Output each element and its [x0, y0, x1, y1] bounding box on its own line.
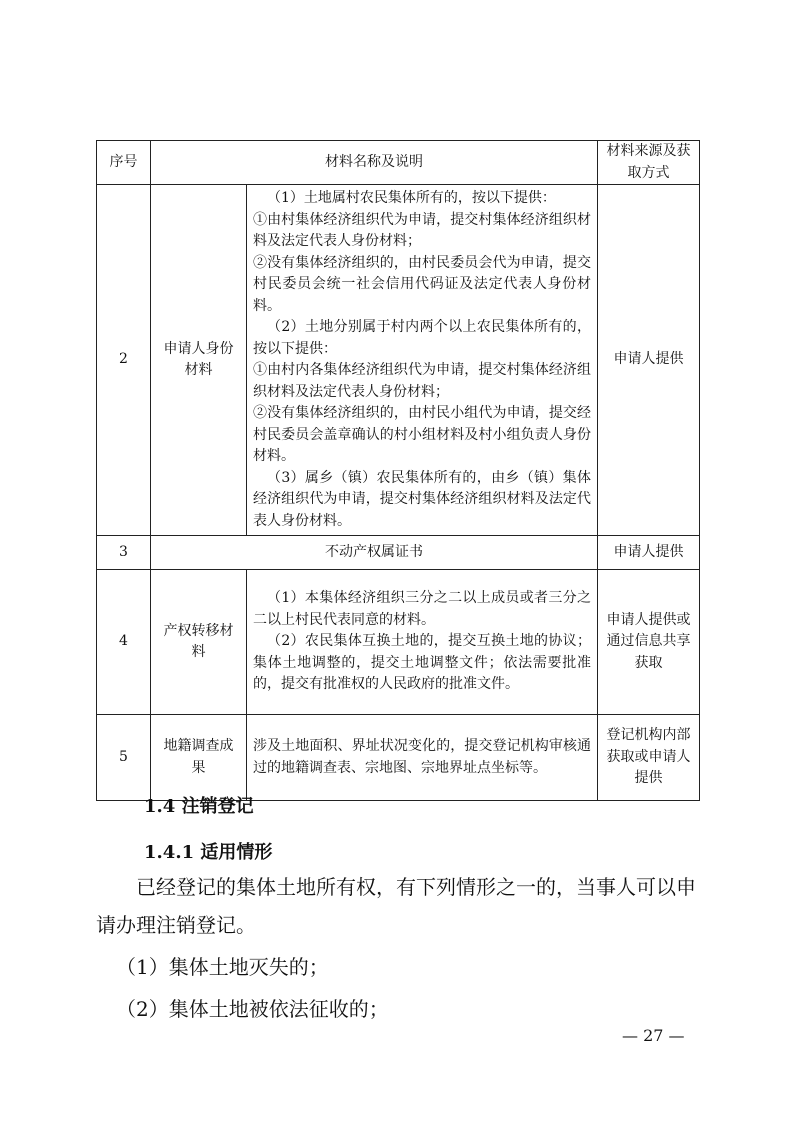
row-source: 申请人提供或通过信息共享获取	[598, 570, 700, 715]
row-description	[247, 715, 598, 801]
list-item: （2）集体土地被依法征收的；	[116, 997, 389, 1021]
row-source: 登记机构内部获取或申请人提供	[598, 715, 700, 801]
table-header-row	[97, 141, 700, 185]
desc-line: ②没有集体经济组织的，由村民小组代为申请，提交经村民委员会盖章确认的村小组材料及村小组负责人身份材料。	[253, 405, 591, 464]
row-seq: 5	[97, 715, 151, 801]
desc-line: ①由村内各集体经济组织代为申请，提交村集体经济组织材料及法定代表人身份材料；	[253, 362, 591, 400]
row-description	[247, 570, 598, 715]
row-description	[247, 185, 598, 536]
row-name: 地籍调查成果	[151, 715, 247, 801]
table-row	[97, 715, 700, 801]
row-seq: 4	[97, 570, 151, 715]
row-source: 申请人提供	[598, 185, 700, 536]
section-heading-1-4-1: 1.4.1 适用情形	[144, 842, 273, 863]
header-name: 材料名称及说明	[151, 141, 598, 185]
table-row	[97, 570, 700, 715]
row-name: 不动产权属证书	[151, 536, 598, 570]
desc-line: （1）土地属村农民集体所有的，按以下提供：	[267, 190, 556, 206]
materials-table	[96, 140, 700, 801]
header-seq: 序号	[97, 141, 151, 185]
row-name: 产权转移材料	[151, 570, 247, 715]
desc-line: ②没有集体经济组织的，由村民委员会代为申请，提交村民委员会统一社会信用代码证及法定代表人身份材料。	[253, 254, 591, 314]
row-seq: 2	[97, 185, 151, 536]
row-source: 申请人提供	[598, 536, 700, 570]
row-name: 申请人身份材料	[151, 185, 247, 536]
table-row	[97, 536, 700, 570]
section-heading-1-4: 1.4 注销登记	[144, 796, 254, 817]
page-number: — 27 —	[622, 1026, 685, 1045]
desc-line: ①由村集体经济组织代为申请，提交村集体经济组织材料及法定代表人身份材料；	[253, 211, 591, 249]
desc-line: （3）属乡（镇）农民集体所有的，由乡（镇）集体经济组织代为申请，提交村集体经济组织材料及法定代表人身份材料。	[253, 469, 591, 529]
table-row	[97, 185, 700, 536]
desc-line: （2）农民集体互换土地的，提交互换土地的协议；集体土地调整的，提交土地调整文件；依法需要批准的，提交有批准权的人民政府的批准文件。	[253, 633, 591, 693]
list-item: （1）集体土地灭失的；	[116, 955, 329, 979]
desc-line: （2）土地分别属于村内两个以上农民集体所有的，按以下提供：	[253, 319, 591, 357]
desc-line: 涉及土地面积、界址状况变化的，提交登记机构审核通过的地籍调查表、宗地图、宗地界址点坐标等。	[253, 738, 591, 776]
header-source: 材料来源及获取方式	[598, 141, 700, 185]
desc-line: （1）本集体经济组织三分之二以上成员或者三分之二以上村民代表同意的材料。	[253, 590, 591, 628]
body-text	[96, 868, 699, 1028]
paragraph-intro: 已经登记的集体土地所有权，有下列情形之一的，当事人可以申请办理注销登记。	[96, 875, 696, 937]
row-seq: 3	[97, 536, 151, 570]
